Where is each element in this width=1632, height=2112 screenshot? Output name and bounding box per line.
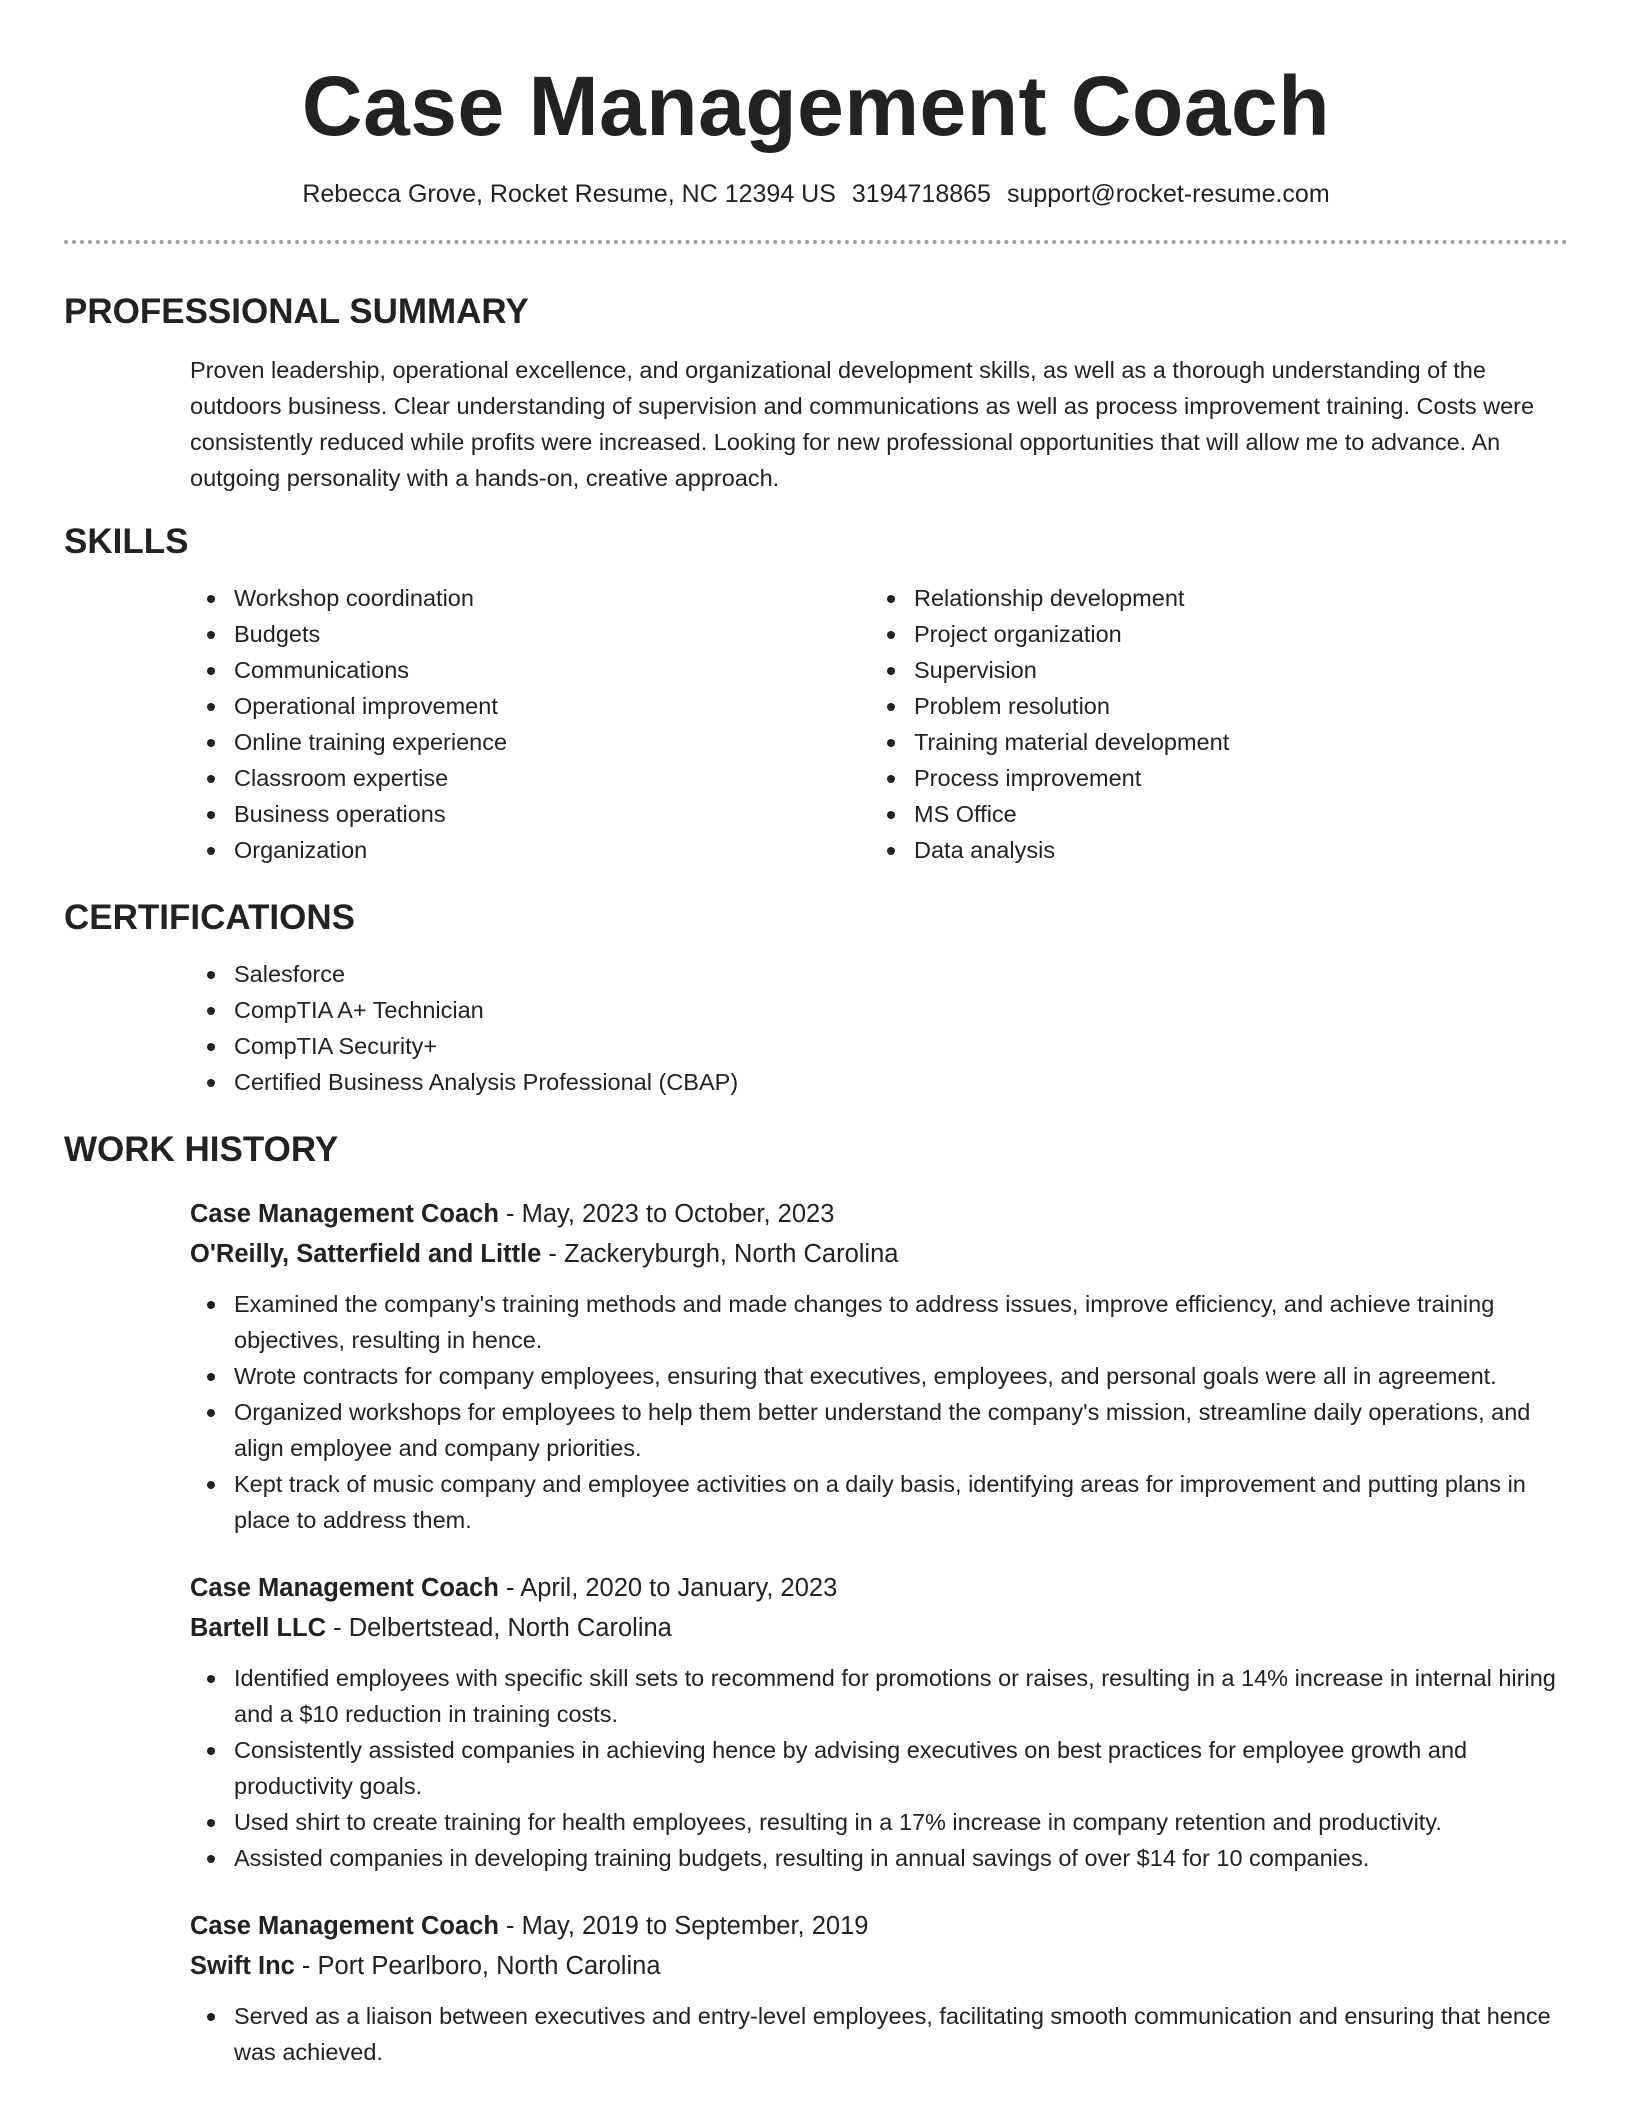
job-title-line	[190, 1906, 1568, 1946]
job-bullets	[190, 1286, 1568, 1538]
contact-address: Rebecca Grove, Rocket Resume, NC 12394 US	[302, 180, 836, 208]
certification-item: CompTIA A+ Technician	[190, 992, 1568, 1028]
job-bullets	[190, 1660, 1568, 1876]
skills-column-right	[870, 580, 1550, 868]
skill-item: Data analysis	[870, 832, 1550, 868]
job-bullet: Kept track of music company and employee activities on a daily basis, identifying areas for improvement and putting plans in place to address them.	[190, 1466, 1568, 1538]
contact-email: support@rocket-resume.com	[1006, 180, 1330, 208]
skill-item: Operational improvement	[190, 688, 870, 724]
skills-grid	[190, 580, 1568, 868]
certifications-list	[190, 956, 1568, 1100]
skill-item: Project organization	[870, 616, 1550, 652]
job-company: Swift Inc	[190, 1952, 295, 1980]
job-bullet: Examined the company's training methods and made changes to address issues, improve efficiency, and achieve training objectives, resulting in hence.	[190, 1286, 1568, 1358]
summary-heading: PROFESSIONAL SUMMARY	[64, 292, 529, 331]
skills-heading: SKILLS	[64, 522, 189, 561]
job-title-line	[190, 1568, 1568, 1608]
job-entry	[190, 1194, 1568, 1538]
certifications-heading: CERTIFICATIONS	[64, 898, 356, 937]
resume-name: Case Management Coach	[301, 59, 1331, 153]
certification-item: CompTIA Security+	[190, 1028, 1568, 1064]
skill-item: Communications	[190, 652, 870, 688]
job-location: - Zackeryburgh, North Carolina	[541, 1240, 899, 1268]
job-company: O'Reilly, Satterfield and Little	[190, 1240, 542, 1268]
skill-item: MS Office	[870, 796, 1550, 832]
summary-text: Proven leadership, operational excellence, and organizational development skills, as well as a thorough understanding of the outdoors business. Clear understanding of supervision and communications as well as process improvement training. Costs were consistently reduced while profits were increased. Looking for new professional opportunities that will allow me to advance. An outgoing personality with a hands-on, creative approach.	[190, 357, 1535, 491]
job-bullet: Organized workshops for employees to help them better understand the company's mission, streamline daily operations, and align employee and company priorities.	[190, 1394, 1568, 1466]
job-bullet: Identified employees with specific skill sets to recommend for promotions or raises, resulting in a 14% increase in internal hiring and a $10 reduction in training costs.	[190, 1660, 1568, 1732]
job-title: Case Management Coach	[190, 1912, 499, 1940]
skill-item: Classroom expertise	[190, 760, 870, 796]
resume-page	[64, 0, 1568, 2070]
skill-item: Workshop coordination	[190, 580, 870, 616]
job-bullets	[190, 1998, 1568, 2070]
job-title: Case Management Coach	[190, 1574, 499, 1602]
skills-column-left	[190, 580, 870, 868]
job-title: Case Management Coach	[190, 1200, 499, 1228]
job-entry	[190, 1568, 1568, 1876]
job-title-line	[190, 1194, 1568, 1234]
skill-item: Budgets	[190, 616, 870, 652]
work-history-heading: WORK HISTORY	[64, 1130, 339, 1169]
job-company-line	[190, 1608, 1568, 1648]
certification-item: Salesforce	[190, 956, 1568, 992]
skill-item: Organization	[190, 832, 870, 868]
job-bullet: Wrote contracts for company employees, ensuring that executives, employees, and personal goals were all in agreement.	[190, 1358, 1568, 1394]
job-bullet: Consistently assisted companies in achieving hence by advising executives on best practices for employee growth and productivity goals.	[190, 1732, 1568, 1804]
job-company-line	[190, 1946, 1568, 1986]
skill-item: Training material development	[870, 724, 1550, 760]
job-bullet: Served as a liaison between executives and entry-level employees, facilitating smooth communication and ensuring that hence was achieved.	[190, 1998, 1568, 2070]
job-company: Bartell LLC	[190, 1614, 327, 1642]
contact-line	[64, 178, 1568, 210]
contact-phone: 3194718865	[851, 180, 991, 208]
skill-item: Problem resolution	[870, 688, 1550, 724]
job-company-line	[190, 1234, 1568, 1274]
job-dates: - May, 2019 to September, 2019	[498, 1912, 869, 1940]
header-divider	[64, 240, 1568, 244]
certification-item: Certified Business Analysis Professional (CBAP)	[190, 1064, 1568, 1100]
skill-item: Business operations	[190, 796, 870, 832]
job-bullet: Assisted companies in developing training budgets, resulting in annual savings of over $14 for 10 companies.	[190, 1840, 1568, 1876]
job-dates: - April, 2020 to January, 2023	[498, 1574, 838, 1602]
job-dates: - May, 2023 to October, 2023	[498, 1200, 835, 1228]
skill-item: Online training experience	[190, 724, 870, 760]
skill-item: Supervision	[870, 652, 1550, 688]
skill-item: Process improvement	[870, 760, 1550, 796]
job-entry	[190, 1906, 1568, 2070]
job-location: - Delbertstead, North Carolina	[326, 1614, 672, 1642]
job-bullet: Used shirt to create training for health employees, resulting in a 17% increase in company retention and productivity.	[190, 1804, 1568, 1840]
job-location: - Port Pearlboro, North Carolina	[294, 1952, 661, 1980]
skill-item: Relationship development	[870, 580, 1550, 616]
